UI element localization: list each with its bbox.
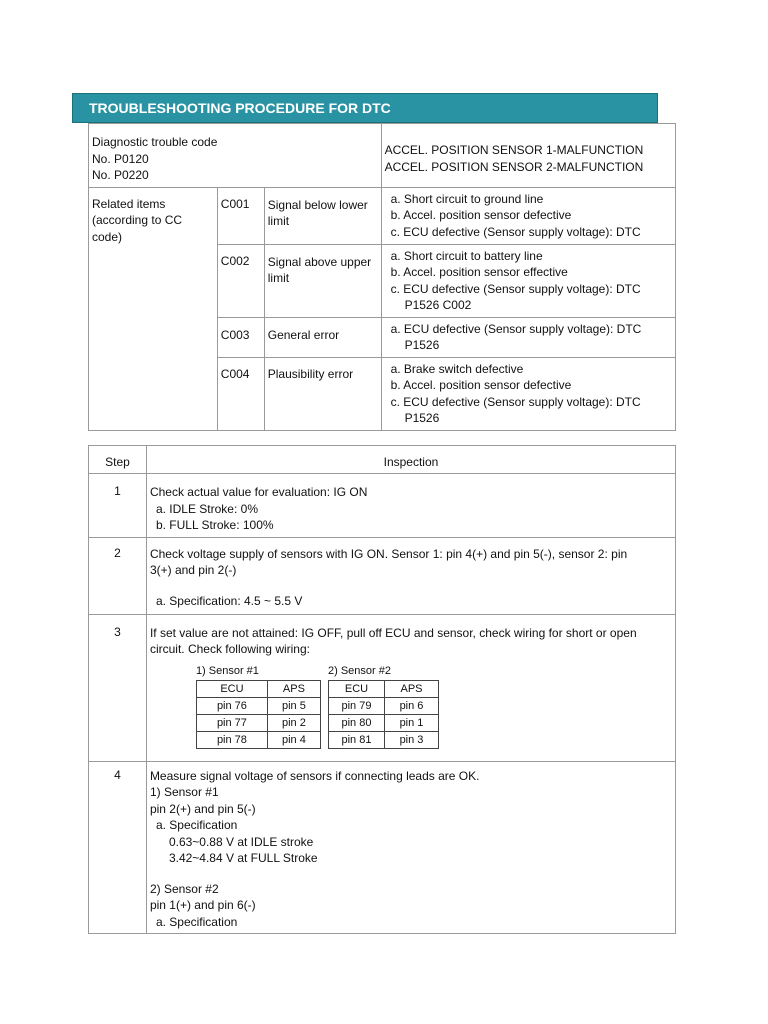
wiring-head: ECU [196, 680, 267, 697]
step-1-main: Check actual value for evaluation: IG ON [149, 485, 368, 499]
step-2-main: 3(+) and pin 2(-) [149, 563, 237, 577]
cc-code: C003 [217, 317, 264, 357]
cc-item: c. ECU defective (Sensor supply voltage): DTC [390, 224, 641, 239]
cc-item: b. Accel. position sensor defective [390, 208, 572, 222]
wiring-cell: pin 81 [329, 731, 385, 748]
dtc-code-p0120: No. P0120 [92, 151, 149, 166]
cc-item: a. Brake switch defective [390, 361, 524, 376]
wiring-cell: pin 76 [196, 697, 267, 714]
wiring-cell: pin 1 [385, 714, 439, 731]
step-1-b: b. FULL Stroke: 100% [155, 518, 274, 532]
step-4-value: 3.42~4.84 V at FULL Stroke [168, 851, 318, 865]
related-label-line: (according to CC [92, 213, 183, 227]
wiring-cell: pin 3 [385, 731, 439, 748]
wiring-head: ECU [329, 680, 385, 697]
dtc-desc-2: ACCEL. POSITION SENSOR 2-MALFUNCTION [384, 159, 644, 174]
cc-desc: Signal below lower limit [264, 187, 381, 244]
cc-item: a. ECU defective (Sensor supply voltage): DTC [390, 321, 642, 336]
header-inspection: Inspection [146, 446, 675, 474]
cc-code: C002 [217, 244, 264, 317]
step-2-a: a. Specification: 4.5 ~ 5.5 V [155, 593, 303, 608]
cc-desc: Signal above upper limit [264, 244, 381, 317]
cc-item: P1526 [404, 338, 440, 352]
cc-item: b. Accel. position sensor defective [390, 378, 572, 392]
step-4-line: Measure signal voltage of sensors if connecting leads are OK. [149, 768, 480, 783]
related-label-cell [89, 187, 218, 430]
header-step: Step [89, 446, 147, 474]
dtc-desc-cell [381, 124, 675, 188]
step-2-main: Check voltage supply of sensors with IG ON. Sensor 1: pin 4(+) and pin 5(-), sensor 2: pin [149, 546, 628, 561]
step-4-line: 1) Sensor #1 [149, 785, 219, 799]
cc-item: c. ECU defective (Sensor supply voltage): DTC [390, 394, 641, 409]
dtc-label-cell [89, 124, 382, 188]
related-label-line: code) [92, 229, 123, 244]
wiring-sensor-1-table [196, 680, 321, 749]
wiring-cell: pin 6 [385, 697, 439, 714]
wiring-sensor-2-table [328, 680, 439, 749]
step-number: 4 [89, 761, 147, 934]
cc-item: P1526 C002 [404, 298, 472, 312]
step-number: 2 [89, 537, 147, 614]
cc-items [381, 357, 675, 430]
wiring-head: APS [267, 680, 320, 697]
step-4-line: pin 2(+) and pin 5(-) [149, 801, 256, 816]
wiring-cell: pin 2 [267, 714, 320, 731]
step-4-spec: a. Specification [155, 914, 238, 929]
step-4-cell [146, 761, 675, 934]
cc-item: a. Short circuit to battery line [390, 248, 543, 263]
step-1-a: a. IDLE Stroke: 0% [155, 501, 258, 516]
wiring-cell: pin 4 [267, 731, 320, 748]
page-title: TROUBLESHOOTING PROCEDURE FOR DTC [72, 93, 658, 123]
step-1-cell [146, 474, 675, 538]
cc-item: c. ECU defective (Sensor supply voltage): DTC [390, 281, 641, 296]
step-3-main: If set value are not attained: IG OFF, pull off ECU and sensor, check wiring for short or open [149, 625, 637, 640]
wiring-head: APS [385, 680, 439, 697]
step-3-cell [146, 614, 675, 761]
cc-items [381, 187, 675, 244]
wiring-sensor-2-label: 2) Sensor #2 [328, 664, 391, 677]
cc-items [381, 317, 675, 357]
step-number: 1 [89, 474, 147, 538]
cc-items [381, 244, 675, 317]
cc-item: a. Short circuit to ground line [390, 191, 544, 206]
step-3-main: circuit. Check following wiring: [149, 642, 310, 656]
wiring-diagram [196, 664, 672, 749]
dtc-label-line: Diagnostic trouble code [92, 135, 218, 149]
wiring-cell: pin 80 [329, 714, 385, 731]
dtc-desc-1: ACCEL. POSITION SENSOR 1-MALFUNCTION [384, 143, 644, 157]
step-4-line: pin 1(+) and pin 6(-) [149, 898, 256, 912]
cc-desc: Plausibility error [264, 357, 381, 430]
dtc-table [88, 123, 676, 431]
cc-desc: General error [264, 317, 381, 357]
wiring-cell: pin 78 [196, 731, 267, 748]
cc-code: C004 [217, 357, 264, 430]
wiring-sensor-1 [196, 664, 321, 749]
dtc-code-p0220: No. P0220 [92, 168, 149, 182]
step-4-line: 2) Sensor #2 [149, 881, 219, 896]
related-label-line: Related items [92, 196, 166, 211]
cc-item: P1526 [404, 411, 440, 425]
step-2-cell [146, 537, 675, 614]
steps-table [88, 445, 676, 934]
wiring-cell: pin 5 [267, 697, 320, 714]
step-4-spec: a. Specification [155, 818, 238, 832]
step-number: 3 [89, 614, 147, 761]
wiring-sensor-2 [328, 664, 439, 749]
wiring-cell: pin 77 [196, 714, 267, 731]
cc-code: C001 [217, 187, 264, 244]
step-4-value: 0.63~0.88 V at IDLE stroke [168, 834, 314, 849]
cc-item: b. Accel. position sensor effective [390, 265, 568, 279]
wiring-sensor-1-label: 1) Sensor #1 [195, 664, 259, 677]
wiring-cell: pin 79 [329, 697, 385, 714]
